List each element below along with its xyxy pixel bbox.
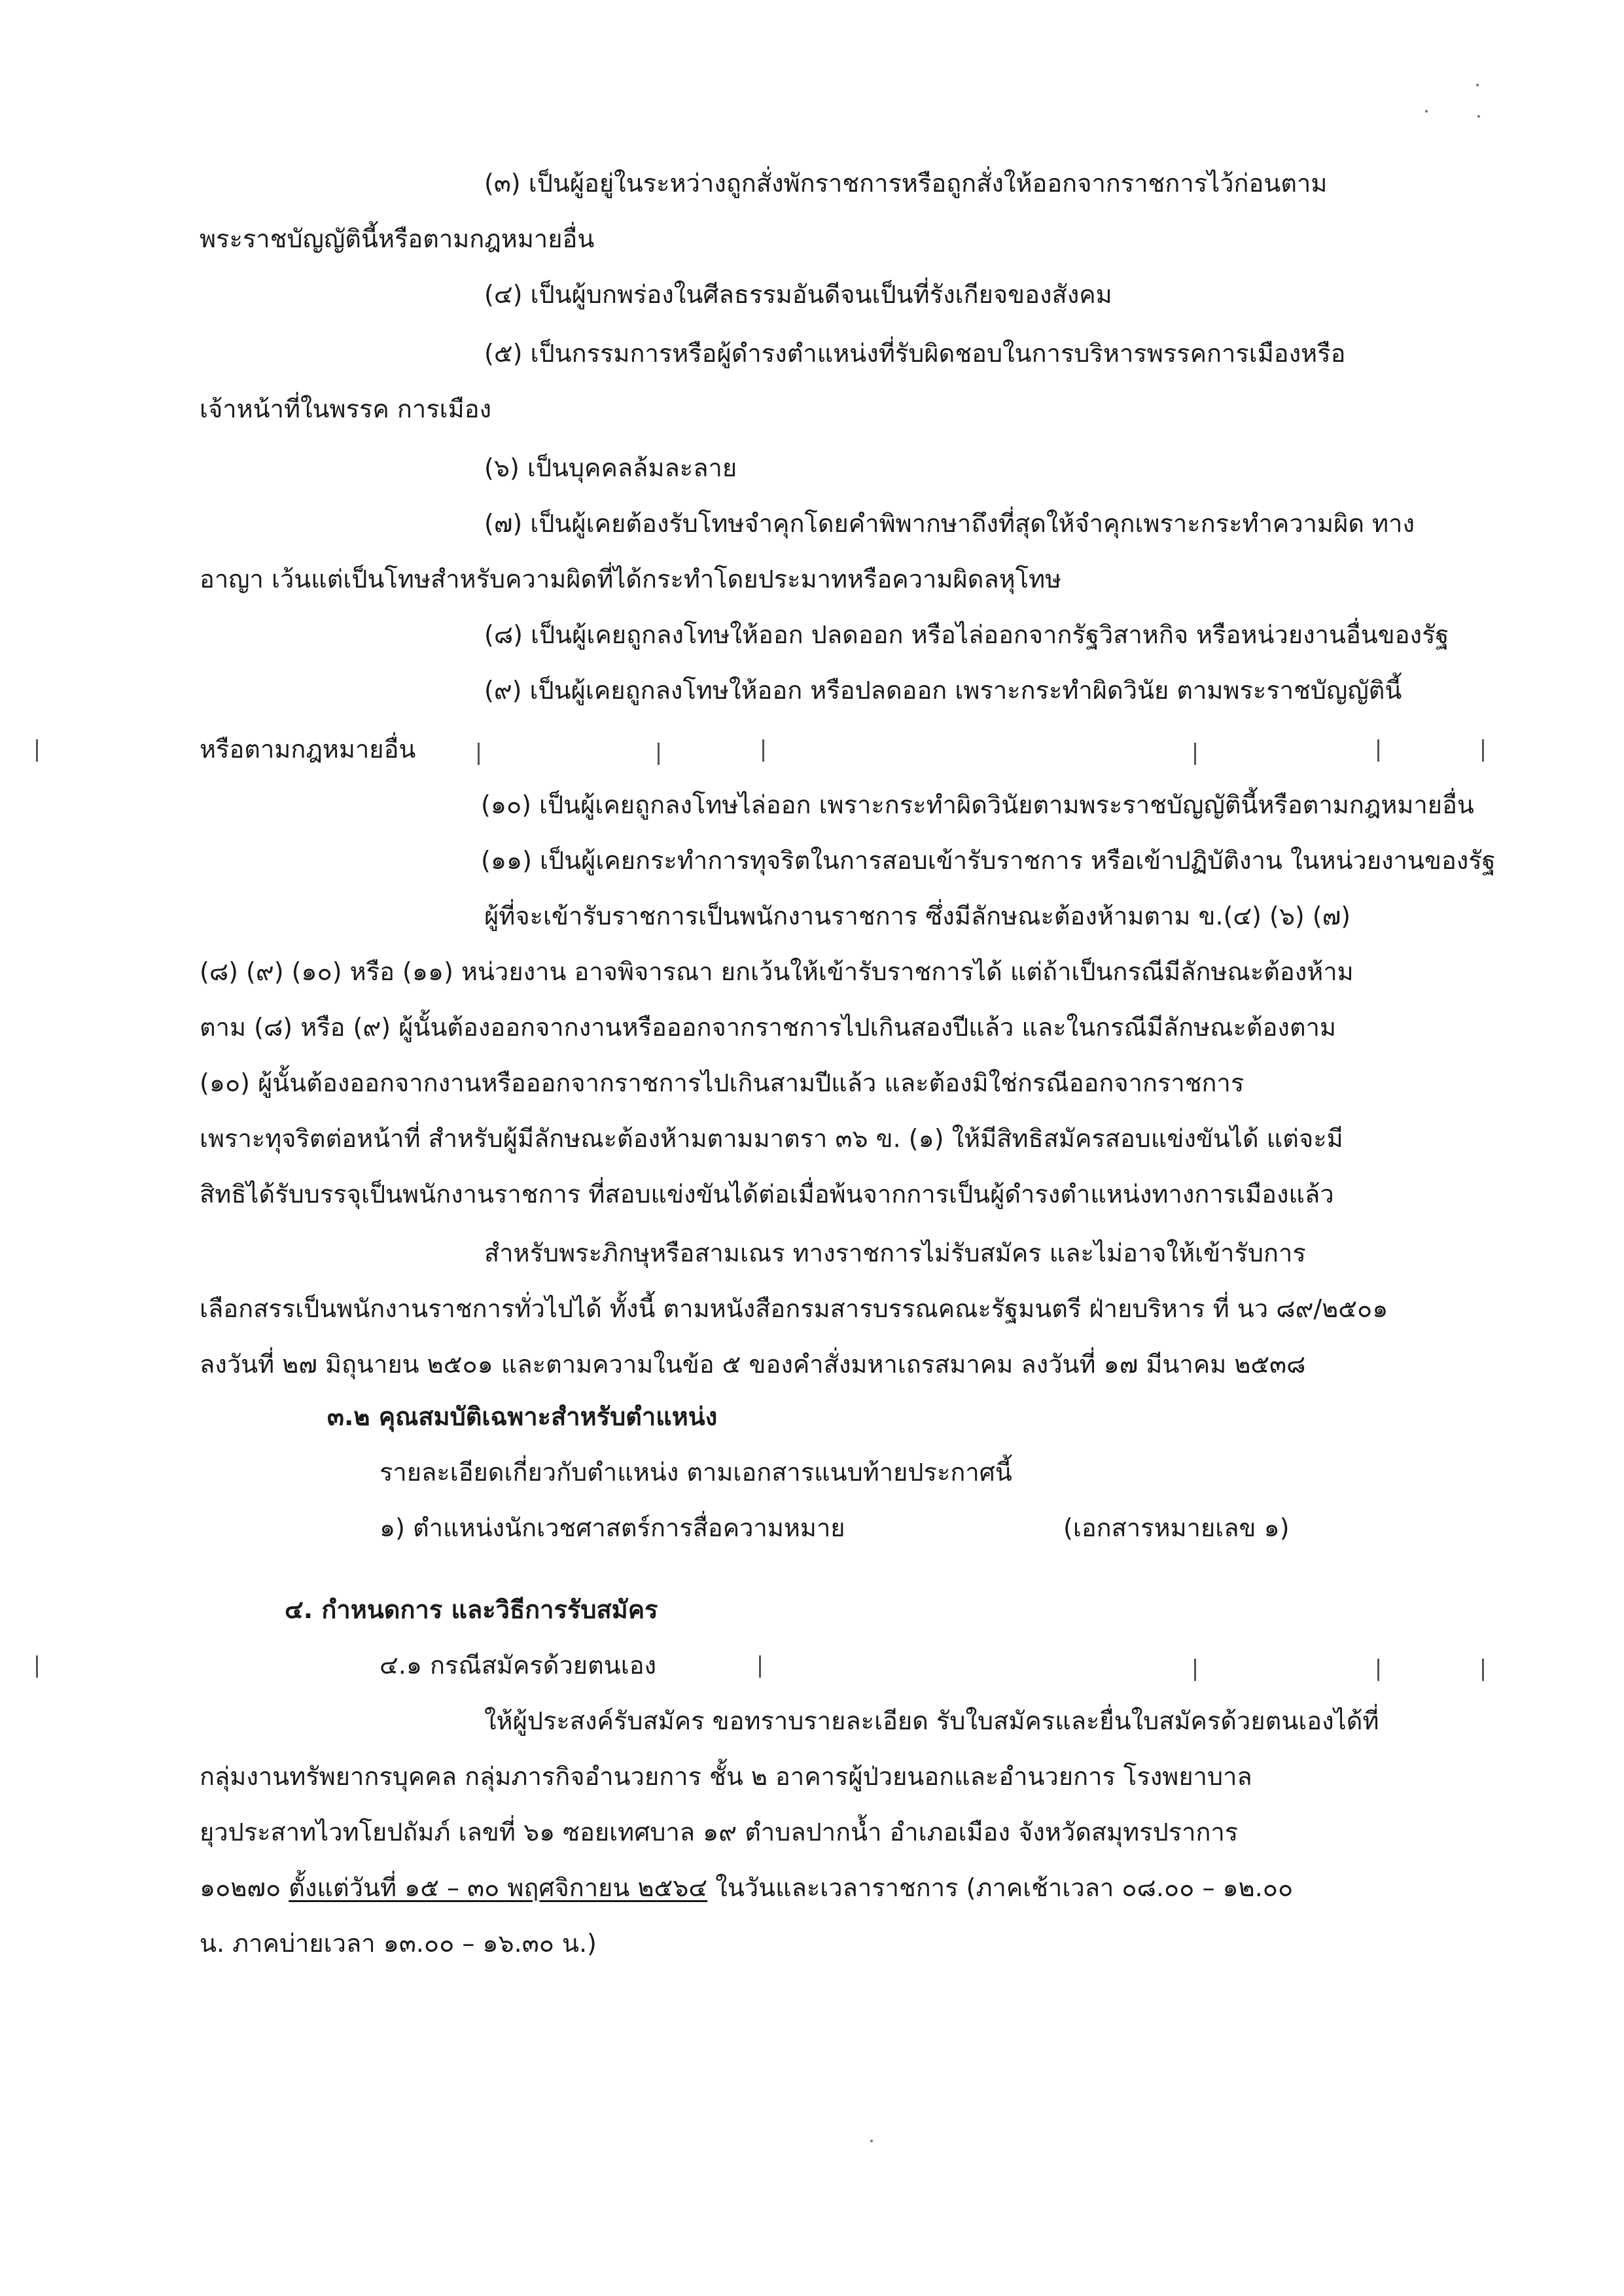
scan-speck xyxy=(870,2140,873,2142)
clause-7: (๗) เป็นผู้เคยต้องรับโทษจำคุกโดยคำพิพากษาถึงที่สุดให้จำคุกเพราะกระทำความผิด ทาง xyxy=(484,509,1415,538)
scan-mark xyxy=(1377,1659,1379,1681)
application-para-2: กลุ่มงานทรัพยากรบุคคล กลุ่มภารกิจอำนวยการ ชั้น ๒ อาคารผู้ป่วยนอกและอำนวยการ โรงพยาบาล xyxy=(200,1762,1252,1791)
scan-mark xyxy=(762,739,764,762)
monk-para-1: สำหรับพระภิกษุหรือสามเณร ทางราชการไม่รับสมัคร และไม่อาจให้เข้ารับการ xyxy=(484,1239,1306,1267)
clause-7-cont: อาญา เว้นแต่เป็นโทษสำหรับความผิดที่ได้กระทำโดยประมาทหรือความผิดลหุโทษ xyxy=(200,565,1062,593)
exception-para-5: เพราะทุจริตต่อหน้าที่ สำหรับผู้มีลักษณะต้องห้ามตามมาตรา ๓๖ ข. (๑) ให้มีสิทธิสมัครสอบแข่งขันได้ แต่จะมี xyxy=(200,1124,1343,1153)
clause-5: (๕) เป็นกรรมการหรือผู้ดำรงตำแหน่งที่รับผิดชอบในการบริหารพรรคการเมืองหรือ xyxy=(484,339,1346,368)
section-3-2-detail: รายละเอียดเกี่ยวกับตำแหน่ง ตามเอกสารแนบท้ายประกาศนี้ xyxy=(380,1458,1012,1487)
clause-4: (๔) เป็นผู้บกพร่องในศีลธรรมอันดีจนเป็นที่รังเกียจของสังคม xyxy=(484,280,1112,309)
clause-11: (๑๑) เป็นผู้เคยกระทำการทุจริตในการสอบเข้ารับราชการ หรือเข้าปฏิบัติงาน ในหน่วยงานของรัฐ xyxy=(481,846,1496,875)
application-para-1: ให้ผู้ประสงค์รับสมัคร ขอทราบรายละเอียด รับใบสมัครและยื่นใบสมัครด้วยตนเองได้ที่ xyxy=(484,1706,1379,1735)
scan-speck xyxy=(1476,84,1479,86)
scan-mark xyxy=(36,739,38,762)
scan-mark xyxy=(478,743,480,765)
scan-speck xyxy=(1477,115,1480,118)
position-item-1: ๑) ตำแหน่งนักเวชศาสตร์การสื่อความหมาย xyxy=(380,1513,845,1542)
position-item-1-doc-ref: (เอกสารหมายเลข ๑) xyxy=(1063,1513,1290,1542)
application-period: ตั้งแต่วันที่ ๑๕ – ๓๐ พฤศจิกายน ๒๕๖๔ xyxy=(289,1873,708,1902)
exception-para-3: ตาม (๘) หรือ (๙) ผู้นั้นต้องออกจากงานหรือออกจากราชการไปเกินสองปีแล้ว และในกรณีมีลักษณะต้องตาม xyxy=(200,1013,1337,1042)
postal-code: ๑๐๒๗๐ xyxy=(200,1873,281,1902)
application-para-4 xyxy=(200,1871,1293,1904)
exception-para-1: ผู้ที่จะเข้ารับราชการเป็นพนักงานราชการ ซึ่งมีลักษณะต้องห้ามตาม ข.(๔) (๖) (๗) xyxy=(484,902,1351,930)
scan-mark xyxy=(1482,1659,1484,1681)
section-3-2-heading: ๓.๒ คุณสมบัติเฉพาะสำหรับตำแหน่ง xyxy=(327,1402,718,1431)
monk-para-3: ลงวันที่ ๒๗ มิถุนายน ๒๕๐๑ และตามความในข้อ ๕ ของคำสั่งมหาเถรสมาคม ลงวันที่ ๑๗ มีนาคม ๒๕๓๘ xyxy=(200,1350,1306,1379)
scan-speck xyxy=(1425,110,1428,113)
scan-mark xyxy=(1482,739,1484,762)
clause-9-cont: หรือตามกฎหมายอื่น xyxy=(200,735,416,764)
scan-mark xyxy=(36,1655,38,1678)
exception-para-6: สิทธิได้รับบรรจุเป็นพนักงานราชการ ที่สอบแข่งขันได้ต่อเมื่อพ้นจากการเป็นผู้ดำรงตำแหน่งทางการเมืองแล้ว xyxy=(200,1180,1334,1209)
clause-3-cont: พระราชบัญญัตินี้หรือตามกฎหมายอื่น xyxy=(200,224,595,253)
scan-mark xyxy=(1194,743,1196,765)
application-para-3: ยุวประสาทไวทโยปถัมภ์ เลขที่ ๖๑ ซอยเทศบาล ๑๙ ตำบลปากน้ำ อำเภอเมือง จังหวัดสมุทรปราการ xyxy=(200,1818,1239,1846)
clause-10: (๑๐) เป็นผู้เคยถูกลงโทษไล่ออก เพราะกระทำผิดวินัยตามพระราชบัญญัตินี้หรือตามกฎหมายอื่น xyxy=(481,790,1474,819)
scan-mark xyxy=(1194,1659,1196,1681)
clause-3: (๓) เป็นผู้อยู่ในระหว่างถูกสั่งพักราชการหรือถูกสั่งให้ออกจากราชการไว้ก่อนตาม xyxy=(484,169,1328,198)
clause-9: (๙) เป็นผู้เคยถูกลงโทษให้ออก หรือปลดออก เพราะกระทำผิดวินัย ตามพระราชบัญญัตินี้ xyxy=(484,676,1402,705)
application-para-5: น. ภาคบ่ายเวลา ๑๓.๐๐ – ๑๖.๓๐ น.) xyxy=(200,1929,597,1958)
section-4-1-heading: ๔.๑ กรณีสมัครด้วยตนเอง xyxy=(380,1651,657,1680)
monk-para-2: เลือกสรรเป็นพนักงานราชการทั่วไปได้ ทั้งนี้ ตามหนังสือกรมสารบรรณคณะรัฐมนตรี ฝ่ายบริหาร ที่ นว ๘๙/๒๕๐๑ xyxy=(200,1294,1388,1323)
clause-6: (๖) เป็นบุคคลล้มละลาย xyxy=(484,453,737,482)
scan-mark xyxy=(759,1655,761,1678)
clause-5-cont: เจ้าหน้าที่ในพรรค การเมือง xyxy=(200,395,492,423)
clause-8: (๘) เป็นผู้เคยถูกลงโทษให้ออก ปลดออก หรือไล่ออกจากรัฐวิสาหกิจ หรือหน่วยงานอื่นของรัฐ xyxy=(484,620,1449,649)
exception-para-4: (๑๐) ผู้นั้นต้องออกจากงานหรือออกจากราชการไปเกินสามปีแล้ว และต้องมิใช่กรณีออกจากราชการ xyxy=(200,1069,1244,1097)
section-4-heading: ๔. กำหนดการ และวิธีการรับสมัคร xyxy=(285,1595,658,1624)
scan-mark xyxy=(658,743,660,765)
scan-mark xyxy=(1377,739,1379,762)
exception-para-2: (๘) (๙) (๑๐) หรือ (๑๑) หน่วยงาน อาจพิจารณา ยกเว้นให้เข้ารับราชการได้ แต่ถ้าเป็นกรณีมีลักษณะต้องห้าม xyxy=(200,957,1354,986)
office-hours: ในวันและเวลาราชการ (ภาคเช้าเวลา ๐๘.๐๐ – ๑๒.๐๐ xyxy=(715,1873,1294,1902)
